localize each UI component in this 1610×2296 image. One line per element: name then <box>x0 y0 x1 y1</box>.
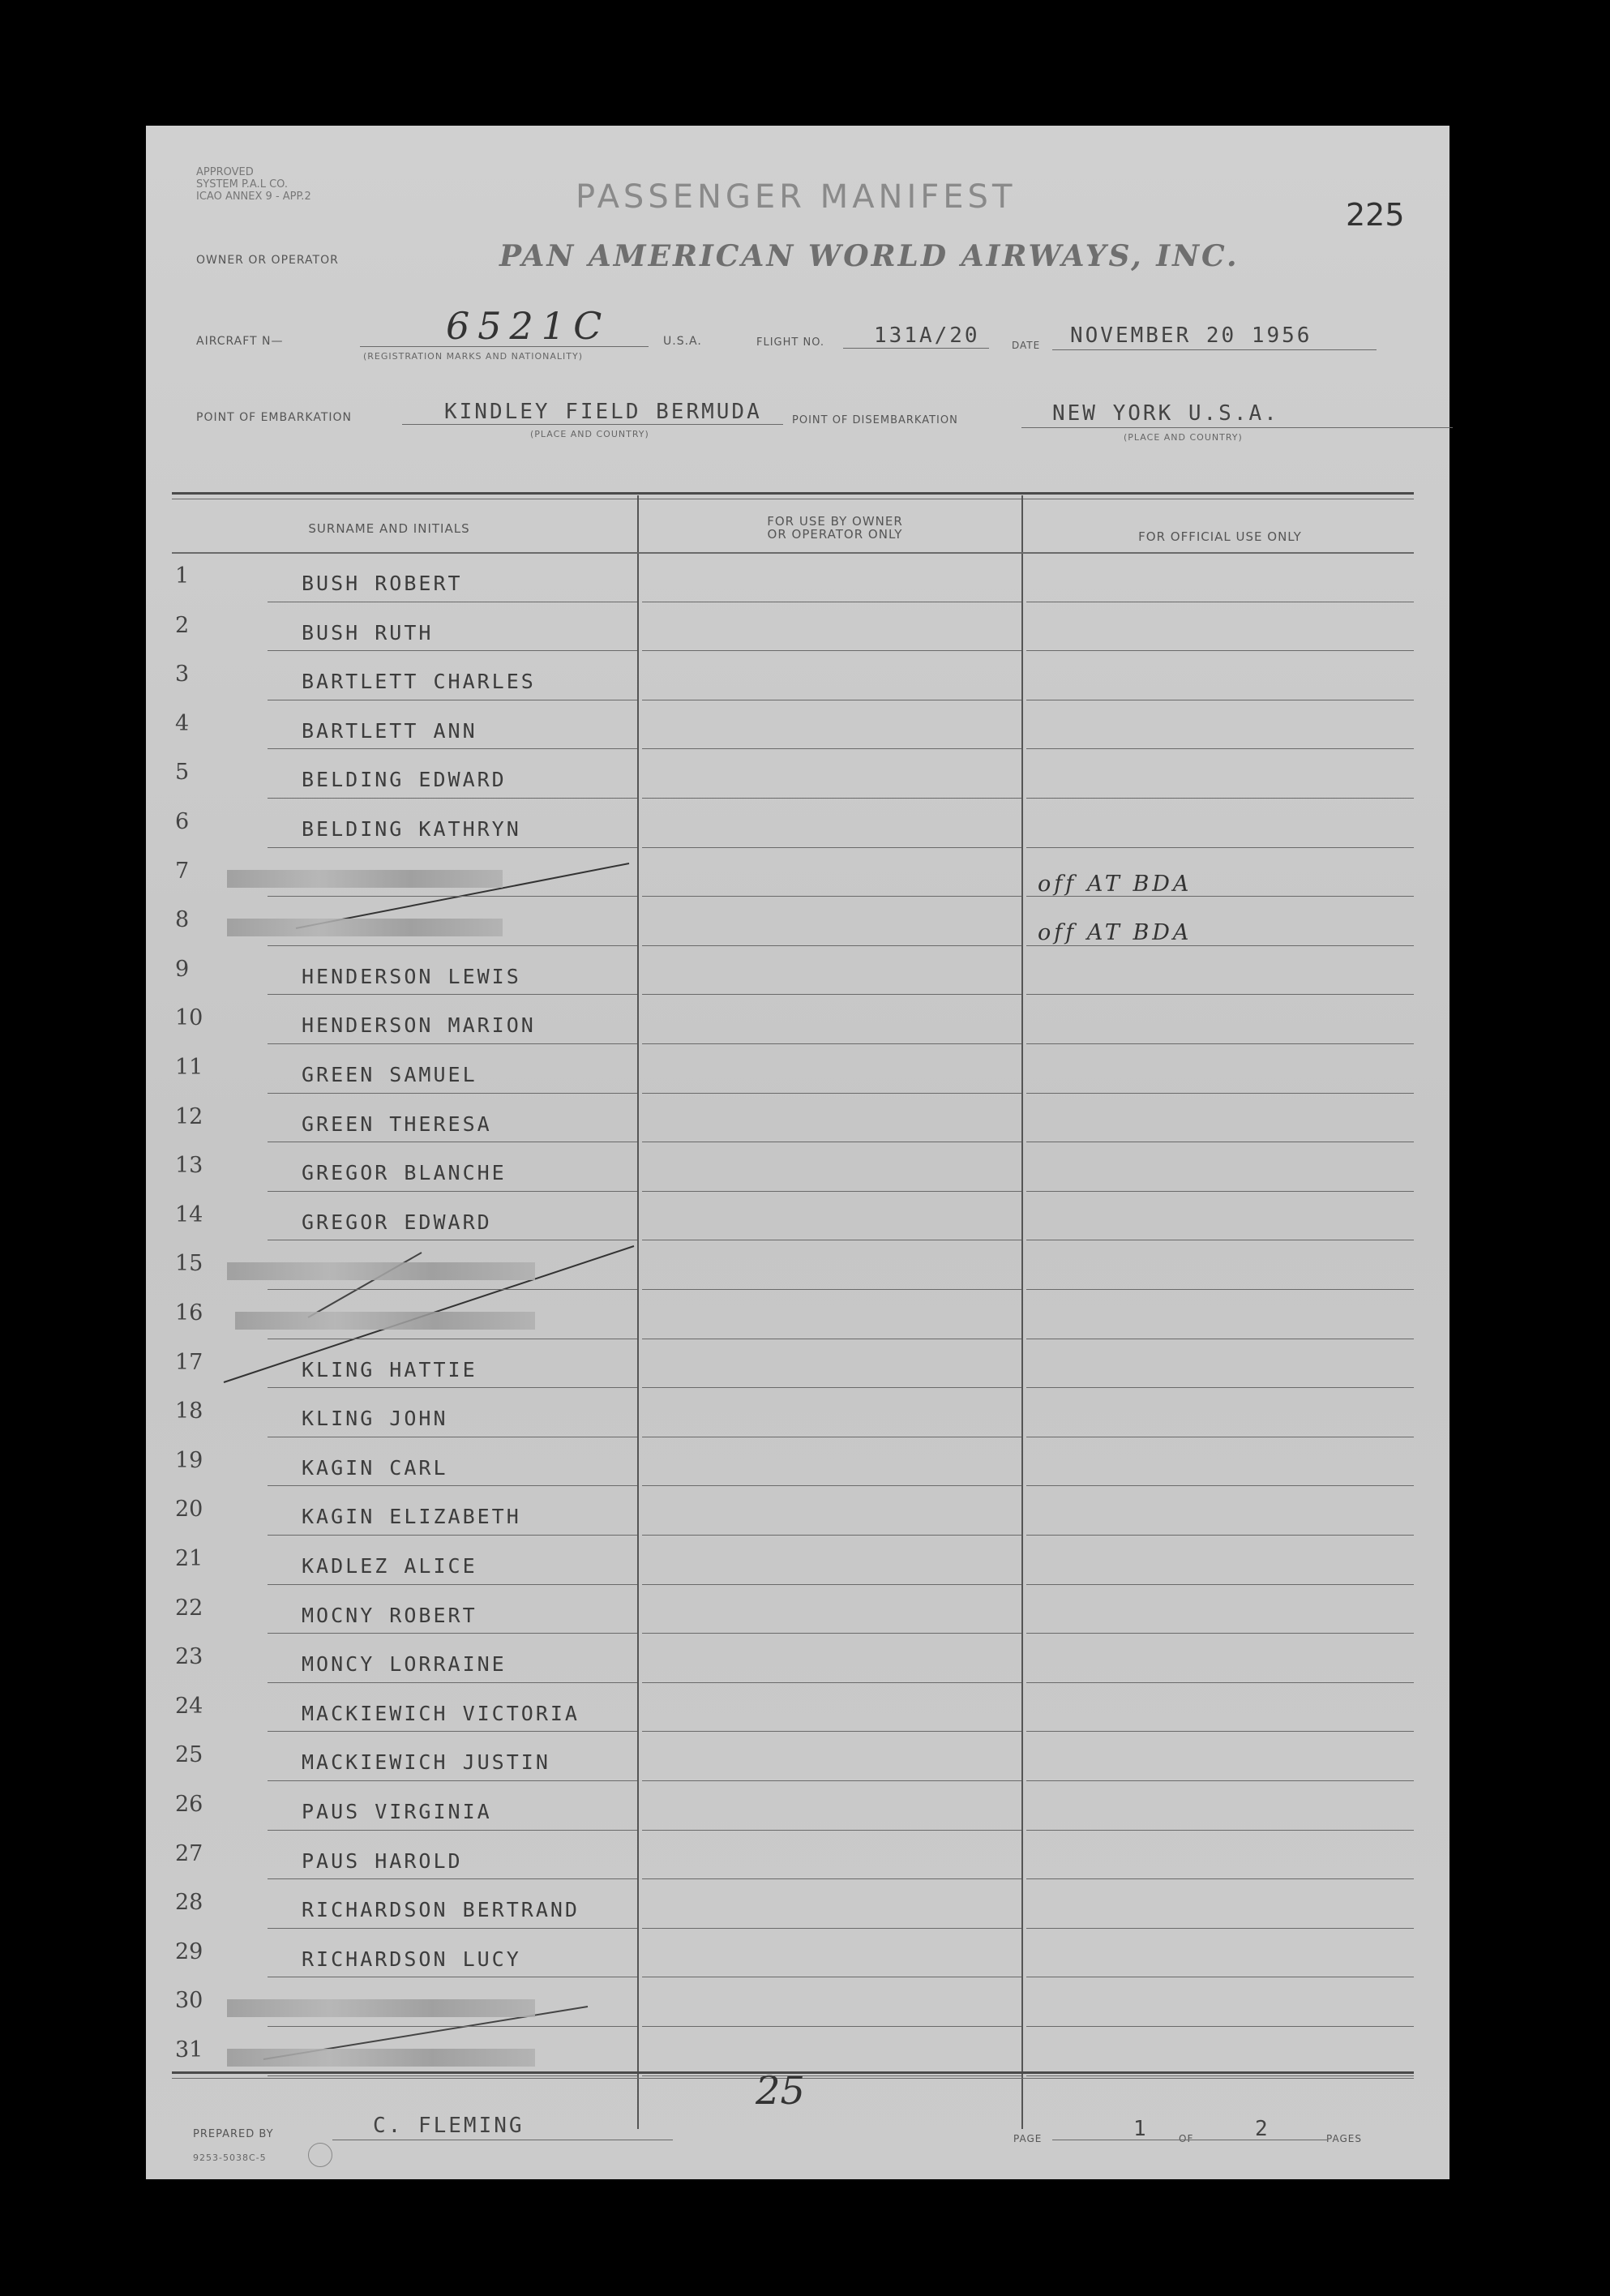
row-rule <box>642 1289 1021 1290</box>
approved-line-2: SYSTEM P.A.L CO. <box>196 178 288 191</box>
row-rule <box>268 1535 637 1536</box>
row-number: 1 <box>175 563 190 589</box>
row-rule <box>1026 748 1414 749</box>
owner-value: PAN AMERICAN WORLD AIRWAYS, INC. <box>499 239 1240 273</box>
row-number: 23 <box>175 1644 203 1670</box>
page-label: PAGE <box>1013 2133 1043 2144</box>
row-rule <box>268 1289 637 1290</box>
row-number: 24 <box>175 1693 203 1719</box>
row-number: 31 <box>175 2037 203 2063</box>
passenger-name: BUSH ROBERT <box>302 572 463 595</box>
row-rule <box>1026 1093 1414 1094</box>
approved-line-1: APPROVED <box>196 166 254 178</box>
embark-label: POINT OF EMBARKATION <box>196 411 353 424</box>
row-number: 21 <box>175 1546 203 1571</box>
row-rule <box>642 2075 1021 2076</box>
row-rule <box>1026 1485 1414 1486</box>
of-label: OF <box>1179 2133 1194 2144</box>
row-rule <box>268 1093 637 1094</box>
row-rule <box>1026 1191 1414 1192</box>
row-rule <box>1026 1731 1414 1732</box>
row-rule <box>1026 1289 1414 1290</box>
row-rule <box>642 1830 1021 1831</box>
row-rule <box>1026 798 1414 799</box>
row-rule <box>268 1878 637 1879</box>
passenger-name: MONCY LORRAINE <box>302 1652 507 1677</box>
embark-value: KINDLEY FIELD BERMUDA <box>444 400 762 424</box>
row-rule <box>1026 1584 1414 1585</box>
aircraft-value: 6521C <box>446 304 610 348</box>
row-number: 11 <box>175 1055 203 1080</box>
row-rule <box>642 945 1021 946</box>
row-rule <box>642 1535 1021 1536</box>
column-surname: SURNAME AND INITIALS <box>308 521 470 536</box>
passenger-name: GREEN THERESA <box>302 1112 492 1136</box>
flight-label: FLIGHT NO. <box>756 336 825 349</box>
row-number: 28 <box>175 1890 203 1916</box>
form-code: 9253-5038C-5 <box>193 2152 267 2163</box>
aircraft-sub: (REGISTRATION MARKS AND NATIONALITY) <box>363 351 584 362</box>
page-title: PASSENGER MANIFEST <box>576 178 1017 216</box>
redacted-name <box>235 1312 535 1330</box>
row-rule <box>642 748 1021 749</box>
row-rule <box>642 1928 1021 1929</box>
row-rule <box>268 1633 637 1634</box>
row-rule <box>1026 847 1414 848</box>
row-number: 27 <box>175 1840 203 1866</box>
row-rule <box>1026 1830 1414 1831</box>
pages-label: PAGES <box>1326 2133 1362 2144</box>
flight-value: 131A/20 <box>874 323 980 348</box>
passenger-name: KAGIN ELIZABETH <box>302 1505 521 1529</box>
row-rule <box>642 1878 1021 1879</box>
passenger-name: KLING HATTIE <box>302 1357 477 1381</box>
row-rule <box>268 1584 637 1585</box>
passenger-name: KADLEZ ALICE <box>302 1554 477 1578</box>
row-rule <box>268 1780 637 1781</box>
redacted-name <box>227 1262 535 1280</box>
date-label: DATE <box>1012 340 1041 351</box>
passenger-name: HENDERSON LEWIS <box>302 964 521 988</box>
row-rule <box>642 650 1021 651</box>
row-rule <box>642 1731 1021 1732</box>
row-rule <box>642 847 1021 848</box>
passenger-name: RICHARDSON LUCY <box>302 1947 521 1971</box>
row-rule <box>1026 994 1414 995</box>
row-number: 19 <box>175 1447 203 1473</box>
row-rule <box>268 945 637 946</box>
row-rule <box>268 1485 637 1486</box>
row-number: 3 <box>175 662 190 688</box>
redacted-name <box>227 2049 535 2067</box>
row-number: 5 <box>175 760 190 786</box>
official-note-row-7: off AT BDA <box>1038 872 1193 897</box>
row-rule <box>1026 1535 1414 1536</box>
row-rule <box>1026 896 1414 897</box>
page-number: 225 <box>1346 197 1405 233</box>
row-number: 14 <box>175 1202 203 1227</box>
passenger-name: GREGOR BLANCHE <box>302 1161 507 1185</box>
of-value: 2 <box>1255 2117 1270 2141</box>
row-rule <box>1026 2075 1414 2076</box>
union-label-seal <box>308 2143 332 2167</box>
row-number: 13 <box>175 1153 203 1179</box>
row-rule <box>642 2026 1021 2027</box>
row-number: 29 <box>175 1938 203 1964</box>
row-number: 15 <box>175 1251 203 1277</box>
row-rule <box>642 1584 1021 1585</box>
row-number: 4 <box>175 710 190 736</box>
disembark-value: NEW YORK U.S.A. <box>1052 401 1279 426</box>
date-value: NOVEMBER 20 1956 <box>1070 323 1312 348</box>
row-rule <box>268 1191 637 1192</box>
row-number: 30 <box>175 1988 203 2014</box>
passenger-name: PAUS VIRGINIA <box>302 1800 492 1823</box>
row-rule <box>268 650 637 651</box>
row-rule <box>1026 1043 1414 1044</box>
passenger-name: BUSH RUTH <box>302 620 434 645</box>
disembark-label: POINT OF DISEMBARKATION <box>792 414 958 426</box>
row-rule <box>268 847 637 848</box>
manifest-sheet <box>146 126 1449 2179</box>
row-number: 26 <box>175 1792 203 1817</box>
official-note-row-8: off AT BDA <box>1038 920 1193 945</box>
approved-line-3: ICAO ANNEX 9 - APP.2 <box>196 191 311 203</box>
column-owner-use-line-1: FOR USE BY OWNER <box>767 514 903 529</box>
row-rule <box>268 748 637 749</box>
row-rule <box>642 896 1021 897</box>
passenger-name: BELDING KATHRYN <box>302 817 521 841</box>
page-value: 1 <box>1133 2117 1149 2141</box>
row-number: 8 <box>175 907 190 933</box>
row-number: 22 <box>175 1595 203 1621</box>
passenger-name: HENDERSON MARION <box>302 1013 536 1038</box>
column-official-use: FOR OFFICIAL USE ONLY <box>1138 529 1302 544</box>
passenger-name: MOCNY ROBERT <box>302 1603 477 1627</box>
row-rule <box>642 1387 1021 1388</box>
row-rule <box>1026 1633 1414 1634</box>
row-number: 20 <box>175 1497 203 1523</box>
redacted-name <box>227 1999 535 2017</box>
passenger-name: KLING JOHN <box>302 1407 448 1431</box>
row-number: 18 <box>175 1399 203 1424</box>
row-rule <box>1026 2026 1414 2027</box>
row-number: 2 <box>175 612 190 638</box>
aircraft-label: AIRCRAFT N— <box>196 335 284 348</box>
row-rule <box>642 1682 1021 1683</box>
row-number: 7 <box>175 858 190 884</box>
column-owner-use-line-2: OR OPERATOR ONLY <box>767 527 903 542</box>
row-rule <box>268 1682 637 1683</box>
disembark-sub: (PLACE AND COUNTRY) <box>1124 432 1243 443</box>
row-rule <box>642 994 1021 995</box>
row-rule <box>1026 945 1414 946</box>
row-rule <box>642 798 1021 799</box>
usa-label: U.S.A. <box>663 335 702 348</box>
row-rule <box>268 2026 637 2027</box>
row-rule <box>1026 1878 1414 1879</box>
passenger-name: GREGOR EDWARD <box>302 1210 492 1234</box>
passenger-name: BARTLETT ANN <box>302 718 477 743</box>
row-rule <box>642 1093 1021 1094</box>
row-number: 6 <box>175 809 190 834</box>
row-number: 10 <box>175 1005 203 1031</box>
row-rule <box>1026 650 1414 651</box>
row-rule <box>1026 1780 1414 1781</box>
redacted-name <box>227 919 503 936</box>
row-rule <box>268 1043 637 1044</box>
prepared-value: C. FLEMING <box>373 2114 525 2138</box>
row-rule <box>268 994 637 995</box>
owner-label: OWNER OR OPERATOR <box>196 254 339 267</box>
row-rule <box>268 798 637 799</box>
row-rule <box>268 896 637 897</box>
row-rule <box>642 1043 1021 1044</box>
row-rule <box>1026 1928 1414 1929</box>
row-rule <box>268 1830 637 1831</box>
prepared-label: PREPARED BY <box>193 2128 274 2140</box>
passenger-name: KAGIN CARL <box>302 1455 448 1480</box>
row-rule <box>1026 1387 1414 1388</box>
row-rule <box>1026 1682 1414 1683</box>
row-rule <box>268 1731 637 1732</box>
row-number: 12 <box>175 1103 203 1129</box>
passenger-name: BELDING EDWARD <box>302 768 507 792</box>
row-number: 25 <box>175 1742 203 1768</box>
row-rule <box>642 1633 1021 1634</box>
row-rule <box>642 1780 1021 1781</box>
row-rule <box>642 1485 1021 1486</box>
redacted-name <box>227 870 503 888</box>
row-number: 16 <box>175 1300 203 1326</box>
row-rule <box>642 1191 1021 1192</box>
passenger-name: BARTLETT CHARLES <box>302 670 536 694</box>
row-number: 17 <box>175 1349 203 1375</box>
row-number: 9 <box>175 956 190 982</box>
row-rule <box>268 1928 637 1929</box>
row-rule <box>268 2075 637 2076</box>
passenger-name: PAUS HAROLD <box>302 1848 463 1873</box>
embark-sub: (PLACE AND COUNTRY) <box>530 429 649 439</box>
total-passengers: 25 <box>756 2068 806 2114</box>
passenger-name: MACKIEWICH JUSTIN <box>302 1750 550 1775</box>
row-rule <box>268 1387 637 1388</box>
passenger-name: MACKIEWICH VICTORIA <box>302 1701 580 1725</box>
passenger-name: RICHARDSON BERTRAND <box>302 1898 580 1922</box>
passenger-name: GREEN SAMUEL <box>302 1063 477 1086</box>
